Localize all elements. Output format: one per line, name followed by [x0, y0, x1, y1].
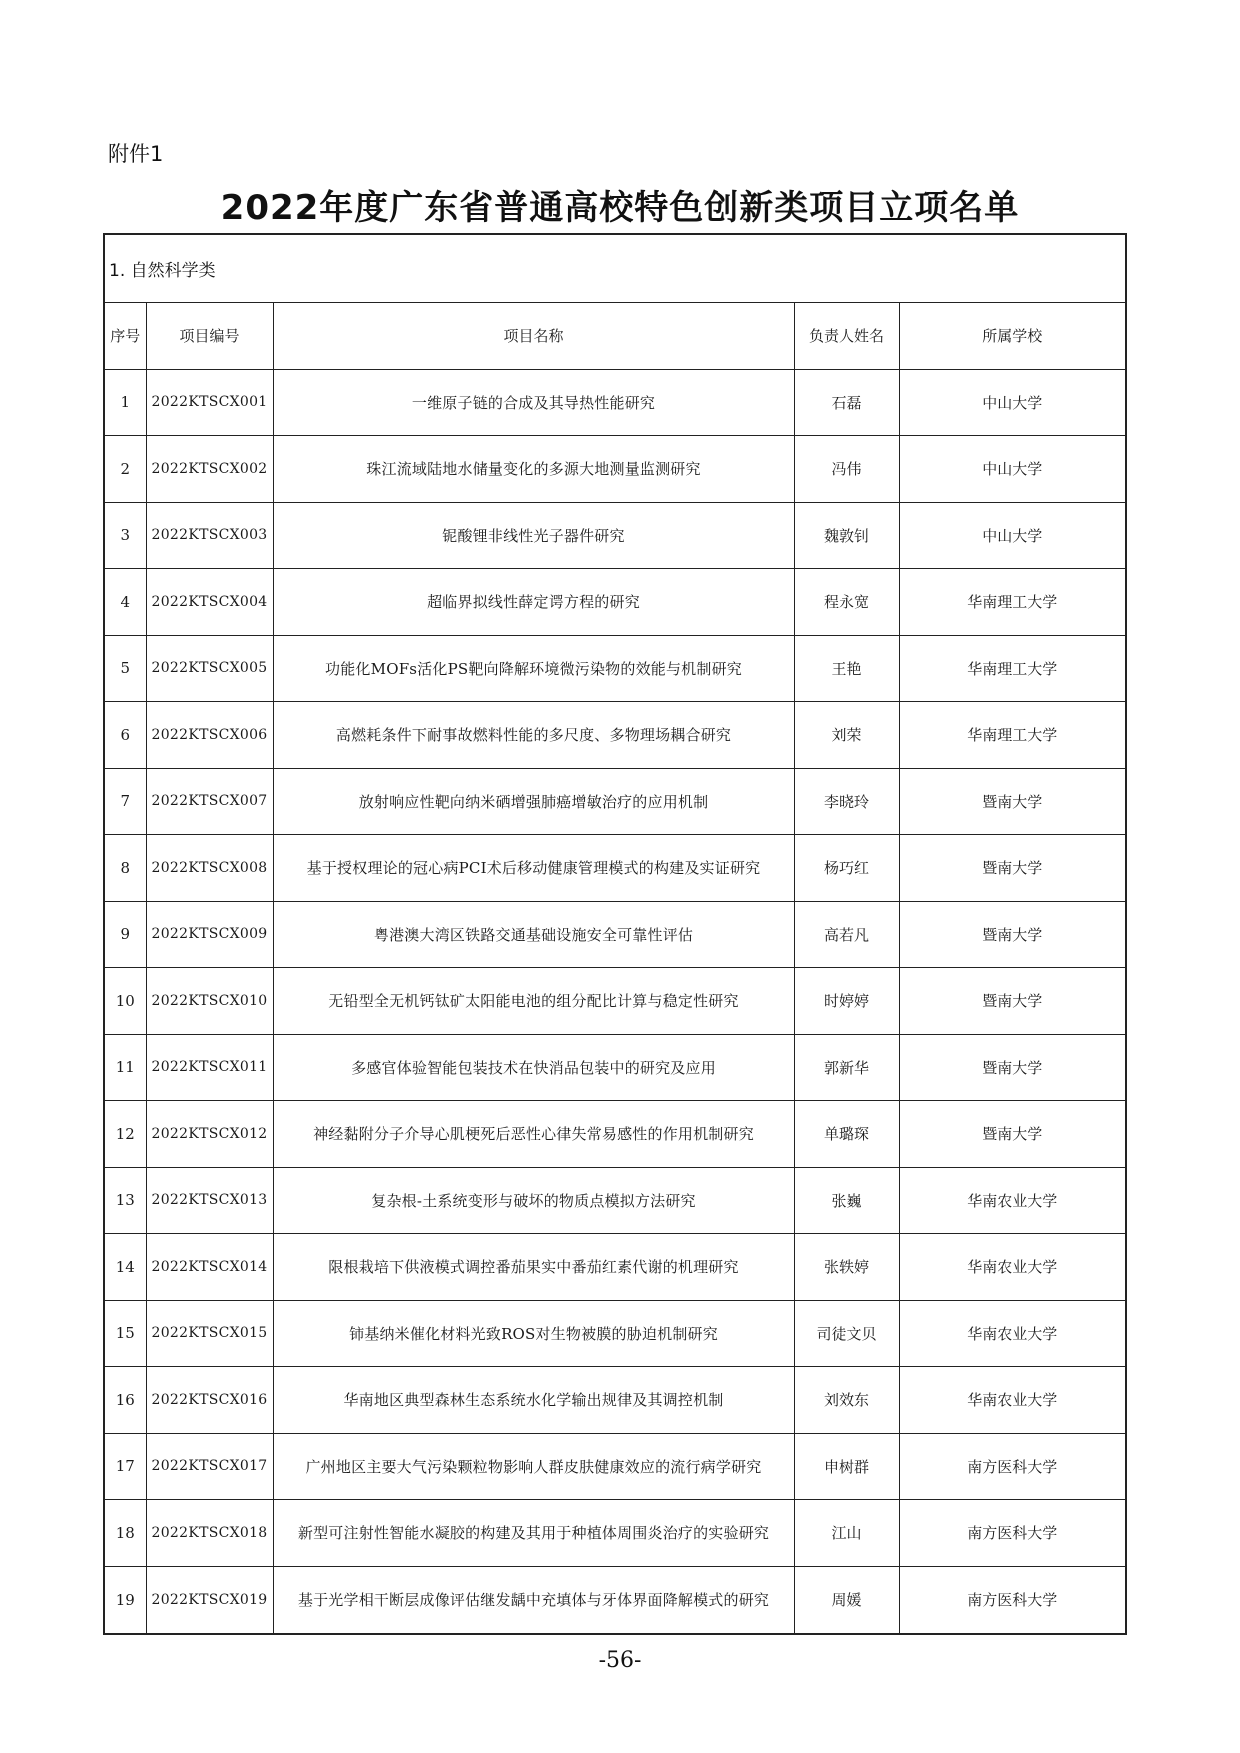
cell-person: 郭新华 [794, 1034, 899, 1101]
cell-person: 单璐琛 [794, 1101, 899, 1168]
cell-school: 中山大学 [899, 502, 1125, 569]
cell-project-name: 基于授权理论的冠心病PCI术后移动健康管理模式的构建及实证研究 [273, 835, 794, 902]
cell-code: 2022KTSCX009 [146, 901, 273, 968]
cell-no: 6 [105, 702, 146, 769]
table-header-row [105, 303, 1125, 369]
cell-person: 程永宽 [794, 569, 899, 636]
cell-code: 2022KTSCX016 [146, 1367, 273, 1434]
page-number: -56- [598, 1648, 642, 1673]
header-code: 项目编号 [146, 303, 273, 369]
cell-no: 19 [105, 1566, 146, 1633]
cell-code: 2022KTSCX007 [146, 768, 273, 835]
attachment-label: 附件1 [108, 142, 164, 166]
cell-person: 江山 [794, 1500, 899, 1567]
cell-project-name: 基于光学相干断层成像评估继发龋中充填体与牙体界面降解模式的研究 [273, 1566, 794, 1633]
cell-project-name: 功能化MOFs活化PS靶向降解环境微污染物的效能与机制研究 [273, 635, 794, 702]
table-row [105, 569, 1125, 636]
cell-no: 18 [105, 1500, 146, 1567]
cell-person: 刘效东 [794, 1367, 899, 1434]
project-table [105, 303, 1125, 1633]
cell-code: 2022KTSCX017 [146, 1433, 273, 1500]
cell-no: 10 [105, 968, 146, 1035]
table-row [105, 835, 1125, 902]
cell-person: 张轶婷 [794, 1234, 899, 1301]
cell-no: 8 [105, 835, 146, 902]
cell-person: 王艳 [794, 635, 899, 702]
table-row [105, 1566, 1125, 1633]
cell-school: 南方医科大学 [899, 1500, 1125, 1567]
table-row [105, 1234, 1125, 1301]
cell-code: 2022KTSCX006 [146, 702, 273, 769]
cell-project-name: 珠江流域陆地水储量变化的多源大地测量监测研究 [273, 436, 794, 503]
cell-no: 7 [105, 768, 146, 835]
cell-project-name: 铈基纳米催化材料光致ROS对生物被膜的胁迫机制研究 [273, 1300, 794, 1367]
cell-no: 4 [105, 569, 146, 636]
cell-person: 冯伟 [794, 436, 899, 503]
cell-project-name: 放射响应性靶向纳米硒增强肺癌增敏治疗的应用机制 [273, 768, 794, 835]
cell-no: 2 [105, 436, 146, 503]
cell-school: 中山大学 [899, 436, 1125, 503]
cell-project-name: 粤港澳大湾区铁路交通基础设施安全可靠性评估 [273, 901, 794, 968]
table-row [105, 1500, 1125, 1567]
cell-project-name: 华南地区典型森林生态系统水化学输出规律及其调控机制 [273, 1367, 794, 1434]
table-body [105, 369, 1125, 1633]
table-row [105, 369, 1125, 436]
cell-no: 3 [105, 502, 146, 569]
cell-school: 华南农业大学 [899, 1167, 1125, 1234]
cell-person: 石磊 [794, 369, 899, 436]
cell-school: 南方医科大学 [899, 1566, 1125, 1633]
table-row [105, 968, 1125, 1035]
cell-school: 华南理工大学 [899, 702, 1125, 769]
cell-code: 2022KTSCX003 [146, 502, 273, 569]
table-row [105, 1101, 1125, 1168]
cell-person: 张巍 [794, 1167, 899, 1234]
cell-project-name: 无铅型全无机钙钛矿太阳能电池的组分配比计算与稳定性研究 [273, 968, 794, 1035]
cell-person: 李晓玲 [794, 768, 899, 835]
cell-no: 1 [105, 369, 146, 436]
cell-code: 2022KTSCX015 [146, 1300, 273, 1367]
cell-school: 暨南大学 [899, 1034, 1125, 1101]
cell-code: 2022KTSCX011 [146, 1034, 273, 1101]
cell-school: 中山大学 [899, 369, 1125, 436]
table-row [105, 1367, 1125, 1434]
cell-no: 5 [105, 635, 146, 702]
cell-project-name: 复杂根-土系统变形与破坏的物质点模拟方法研究 [273, 1167, 794, 1234]
table-row [105, 901, 1125, 968]
cell-person: 杨巧红 [794, 835, 899, 902]
cell-person: 魏敦钊 [794, 502, 899, 569]
cell-no: 12 [105, 1101, 146, 1168]
table-row [105, 635, 1125, 702]
cell-school: 暨南大学 [899, 1101, 1125, 1168]
cell-school: 华南理工大学 [899, 569, 1125, 636]
cell-project-name: 广州地区主要大气污染颗粒物影响人群皮肤健康效应的流行病学研究 [273, 1433, 794, 1500]
cell-school: 暨南大学 [899, 835, 1125, 902]
cell-school: 华南农业大学 [899, 1300, 1125, 1367]
cell-person: 周媛 [794, 1566, 899, 1633]
cell-project-name: 新型可注射性智能水凝胶的构建及其用于种植体周围炎治疗的实验研究 [273, 1500, 794, 1567]
cell-no: 17 [105, 1433, 146, 1500]
cell-project-name: 铌酸锂非线性光子器件研究 [273, 502, 794, 569]
table-row [105, 702, 1125, 769]
table-row [105, 1300, 1125, 1367]
cell-code: 2022KTSCX019 [146, 1566, 273, 1633]
project-list-table [103, 233, 1127, 1635]
cell-person: 高若凡 [794, 901, 899, 968]
cell-no: 14 [105, 1234, 146, 1301]
table-row [105, 1167, 1125, 1234]
header-no: 序号 [105, 303, 146, 369]
cell-school: 暨南大学 [899, 968, 1125, 1035]
cell-project-name: 神经黏附分子介导心肌梗死后恶性心律失常易感性的作用机制研究 [273, 1101, 794, 1168]
cell-no: 13 [105, 1167, 146, 1234]
cell-school: 华南理工大学 [899, 635, 1125, 702]
cell-project-name: 高燃耗条件下耐事故燃料性能的多尺度、多物理场耦合研究 [273, 702, 794, 769]
table-row [105, 768, 1125, 835]
header-name: 项目名称 [273, 303, 794, 369]
cell-person: 申树群 [794, 1433, 899, 1500]
cell-school: 华南农业大学 [899, 1234, 1125, 1301]
header-person: 负责人姓名 [794, 303, 899, 369]
cell-code: 2022KTSCX018 [146, 1500, 273, 1567]
document-title: 2022年度广东省普通高校特色创新类项目立项名单 [220, 188, 1020, 228]
section-heading: 1. 自然科学类 [105, 235, 1125, 303]
cell-person: 刘荣 [794, 702, 899, 769]
table-row [105, 502, 1125, 569]
cell-code: 2022KTSCX001 [146, 369, 273, 436]
cell-project-name: 超临界拟线性薛定谔方程的研究 [273, 569, 794, 636]
cell-code: 2022KTSCX010 [146, 968, 273, 1035]
cell-person: 时婷婷 [794, 968, 899, 1035]
table-row [105, 1034, 1125, 1101]
cell-code: 2022KTSCX004 [146, 569, 273, 636]
cell-code: 2022KTSCX008 [146, 835, 273, 902]
table-row [105, 436, 1125, 503]
cell-code: 2022KTSCX014 [146, 1234, 273, 1301]
cell-project-name: 一维原子链的合成及其导热性能研究 [273, 369, 794, 436]
cell-school: 南方医科大学 [899, 1433, 1125, 1500]
cell-no: 11 [105, 1034, 146, 1101]
cell-school: 暨南大学 [899, 901, 1125, 968]
cell-code: 2022KTSCX002 [146, 436, 273, 503]
cell-no: 9 [105, 901, 146, 968]
cell-code: 2022KTSCX005 [146, 635, 273, 702]
cell-no: 15 [105, 1300, 146, 1367]
cell-person: 司徒文贝 [794, 1300, 899, 1367]
cell-school: 暨南大学 [899, 768, 1125, 835]
cell-code: 2022KTSCX013 [146, 1167, 273, 1234]
table-row [105, 1433, 1125, 1500]
cell-school: 华南农业大学 [899, 1367, 1125, 1434]
cell-project-name: 限根栽培下供液模式调控番茄果实中番茄红素代谢的机理研究 [273, 1234, 794, 1301]
header-school: 所属学校 [899, 303, 1125, 369]
cell-project-name: 多感官体验智能包装技术在快消品包装中的研究及应用 [273, 1034, 794, 1101]
cell-code: 2022KTSCX012 [146, 1101, 273, 1168]
cell-no: 16 [105, 1367, 146, 1434]
